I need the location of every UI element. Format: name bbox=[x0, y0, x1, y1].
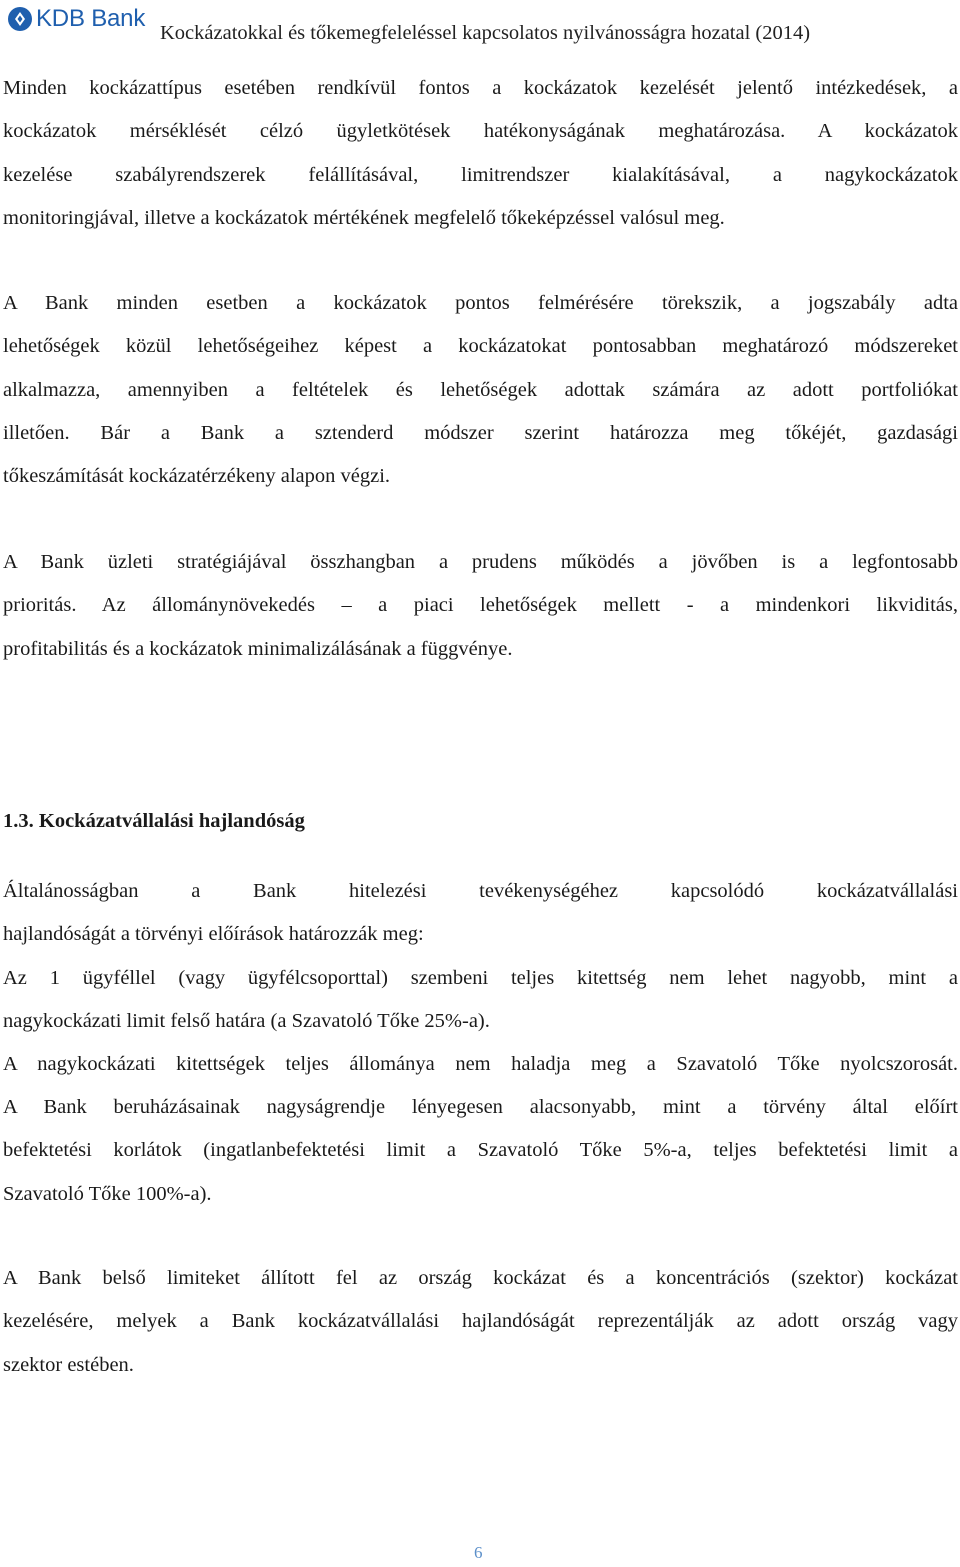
section-heading bbox=[3, 803, 305, 839]
paragraph-line: prioritás. Az állománynövekedés – a piaci lehetőségek mellett - a mindenkori likviditás, bbox=[3, 594, 958, 617]
paragraph-2 bbox=[3, 282, 958, 498]
paragraph-line: nagykockázati limit felső határa (a Szavatoló Tőke 25%-a). bbox=[3, 1010, 490, 1033]
kdb-logo-icon bbox=[7, 6, 33, 32]
paragraph-line: A Bank minden esetben a kockázatok pontos felmérésére törekszik, a jogszabály adta bbox=[3, 292, 958, 314]
paragraph-line: monitoringjával, illetve a kockázatok mértékének megfelelő tőkeképzéssel valósul meg. bbox=[3, 206, 725, 229]
paragraph-line: Szavatoló Tőke 100%-a). bbox=[3, 1182, 212, 1205]
paragraph-line: A Bank belső limiteket állított fel az ország kockázat és a koncentrációs (szektor) kockázat bbox=[3, 1267, 958, 1289]
paragraph-line: Minden kockázattípus esetében rendkívül fontos a kockázatok kezelését jelentő intézkedések, a bbox=[3, 77, 958, 99]
paragraph-7 bbox=[3, 1086, 958, 1216]
paragraph-line: Általánosságban a Bank hitelezési tevékenységéhez kapcsolódó kockázatvállalási bbox=[3, 880, 958, 902]
paragraph-line: kezelésére, melyek a Bank kockázatvállalási hajlandóságát reprezentálják az adott ország vagy bbox=[3, 1310, 958, 1333]
paragraph-line: lehetőségek közül lehetőségeihez képest a kockázatokat pontosabban meghatározó módszereket bbox=[3, 335, 958, 358]
paragraph-line: A Bank beruházásainak nagyságrendje lényegesen alacsonyabb, mint a törvény által előírt bbox=[3, 1096, 958, 1118]
section-number: 1.3. bbox=[3, 810, 34, 832]
logo-text: KDB Bank bbox=[36, 5, 146, 32]
paragraph-line: kockázatok mérséklését célzó ügyletkötések hatékonyságának meghatározása. A kockázatok bbox=[3, 120, 958, 143]
paragraph-line: A Bank üzleti stratégiájával összhangban a prudens működés a jövőben is a legfontosabb bbox=[3, 551, 958, 573]
kdb-bank-logo bbox=[7, 5, 145, 33]
page-number: 6 bbox=[474, 1543, 483, 1562]
paragraph-1 bbox=[3, 67, 958, 240]
paragraph-8 bbox=[3, 1257, 958, 1387]
paragraph-6 bbox=[3, 1043, 958, 1086]
paragraph-line: tőkeszámítását kockázatérzékeny alapon végzi. bbox=[3, 465, 391, 488]
paragraph-3 bbox=[3, 541, 958, 671]
paragraph-line: hajlandóságát a törvényi előírások határozzák meg: bbox=[3, 923, 424, 946]
paragraph-line: kezelése szabályrendszerek felállításával, limitrendszer kialakításával, a nagykockázatok bbox=[3, 163, 958, 186]
paragraph-5 bbox=[3, 957, 958, 1044]
paragraph-line: alkalmazza, amennyiben a feltételek és lehetőségek adottak számára az adott portfoliókat bbox=[3, 378, 958, 401]
document-header-title: Kockázatokkal és tőkemegfeleléssel kapcsolatos nyilvánosságra hozatal (2014) bbox=[160, 22, 811, 44]
paragraph-line: szektor estében. bbox=[3, 1353, 134, 1376]
paragraph-line: A nagykockázati kitettségek teljes állománya nem haladja meg a Szavatoló Tőke nyolcszorosát. bbox=[3, 1053, 958, 1075]
paragraph-4 bbox=[3, 870, 958, 957]
section-title: Kockázatvállalási hajlandóság bbox=[38, 810, 305, 832]
paragraph-line: befektetési korlátok (ingatlanbefektetési limit a Szavatoló Tőke 5%-a, teljes befektetési limit a bbox=[3, 1139, 958, 1162]
paragraph-line: Az 1 ügyféllel (vagy ügyfélcsoporttal) szembeni teljes kitettség nem lehet nagyobb, mint a bbox=[3, 967, 958, 989]
paragraph-line: profitabilitás és a kockázatok minimalizálásának a függvénye. bbox=[3, 637, 513, 660]
paragraph-line: illetően. Bár a Bank a sztenderd módszer szerint határozza meg tőkéjét, gazdasági bbox=[3, 421, 958, 444]
